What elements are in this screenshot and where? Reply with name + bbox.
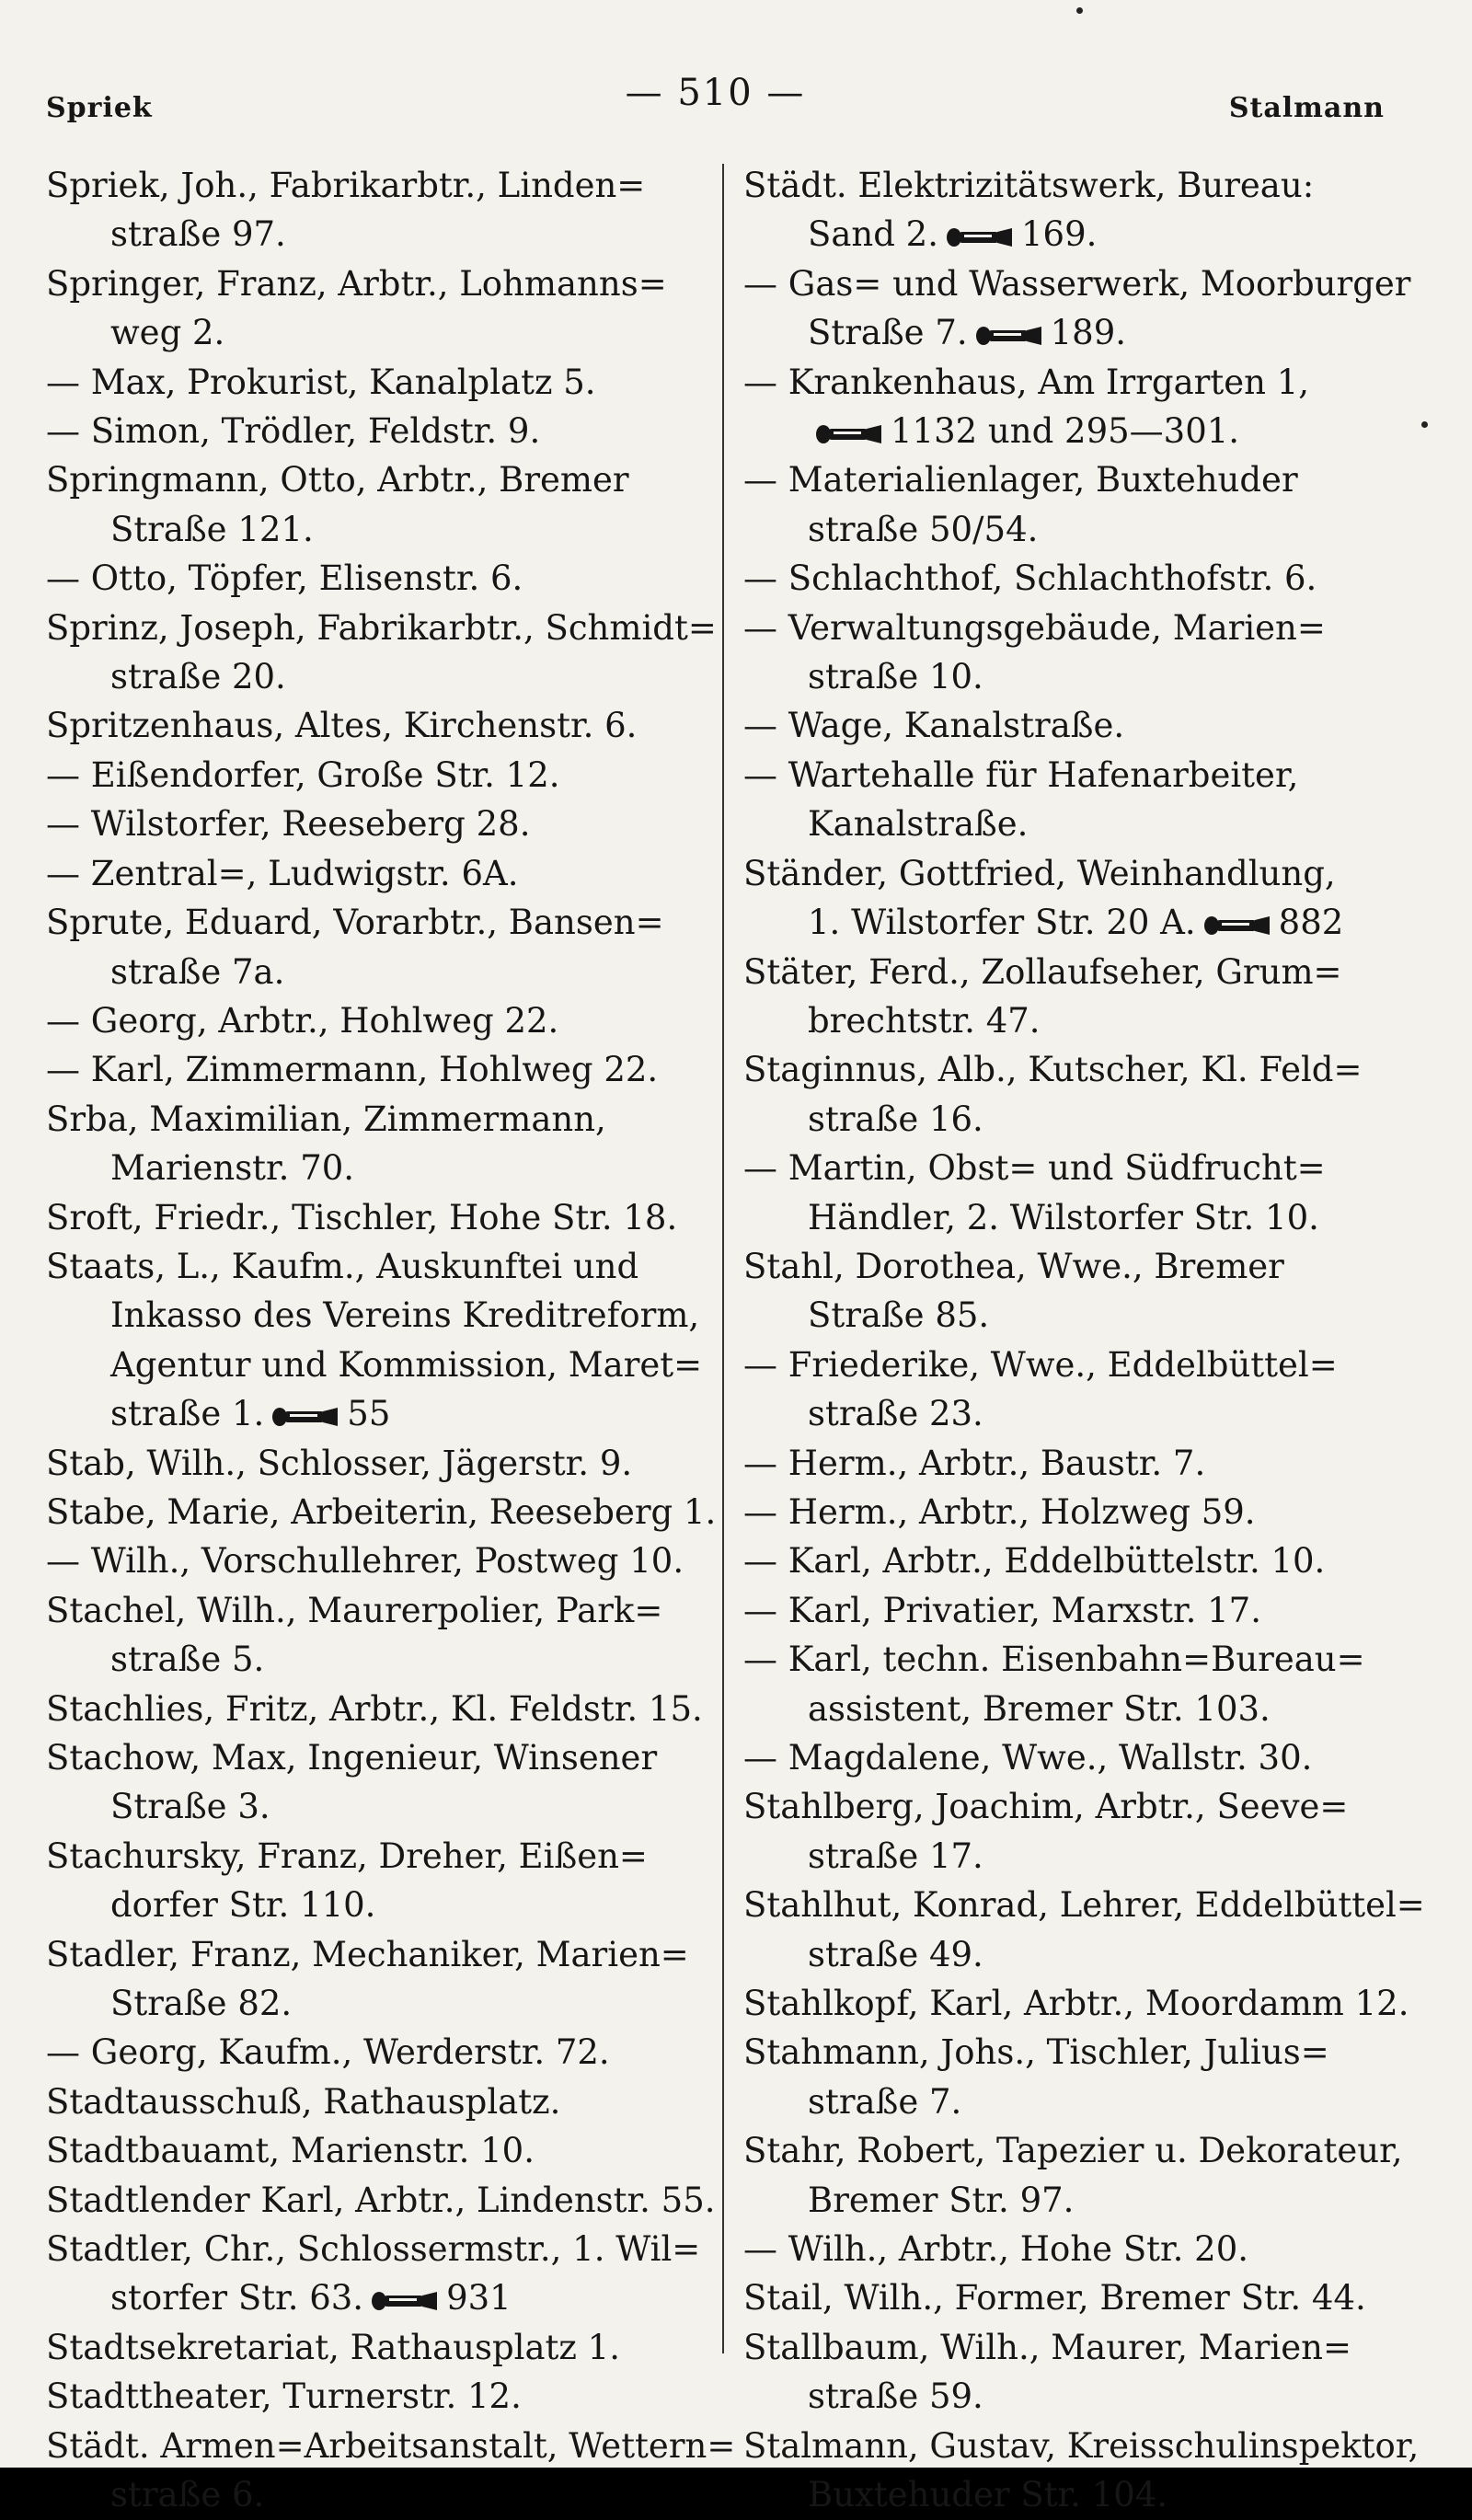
entry-line: straße 20. (110, 657, 286, 697)
directory-entry (46, 1242, 718, 1439)
entry-line: straße 6. (110, 2475, 265, 2515)
entry-line: Straße 85. (808, 1295, 990, 1336)
directory-entry (743, 1536, 1387, 1585)
entry-line: Straße 121. (110, 509, 314, 549)
directory-entry (46, 161, 718, 259)
entry-line: Stachel, Wilh., Maurerpolier, Park= (46, 1590, 663, 1630)
entry-line: — Wilh., Vorschullehrer, Postweg 10. (46, 1541, 684, 1582)
entry-line: dorfer Str. 110. (110, 1885, 376, 1926)
entry-line: Stachow, Max, Ingenieur, Winsener (46, 1738, 658, 1778)
entry-line: — Schlachthof, Schlachthofstr. 6. (743, 558, 1317, 599)
directory-entry (743, 2323, 1387, 2422)
entry-line: Stadtlender Karl, Arbtr., Lindenstr. 55. (46, 2180, 716, 2220)
directory-entry (743, 948, 1387, 1046)
directory-entry (46, 751, 718, 800)
entry-line: Stadtler, Chr., Schlossermstr., 1. Wil= (46, 2229, 701, 2270)
directory-entry (46, 604, 718, 702)
entry-line: 1. Wilstorfer Str. 20 A. (808, 903, 1196, 943)
entry-line: Straße 82. (110, 1984, 293, 2024)
entry-line: straße 1. (110, 1394, 265, 1434)
directory-entry (743, 2422, 1420, 2520)
entry-line: — Wage, Kanalstraße. (743, 706, 1125, 746)
directory-entry (46, 1586, 718, 1685)
entry-line: Agentur und Kommission, Maret= (110, 1344, 703, 1385)
directory-entry (46, 1733, 718, 1832)
entry-line: straße 17. (808, 1835, 983, 1876)
directory-entry (46, 2077, 718, 2126)
directory-entry (743, 358, 1387, 456)
entry-line: Stachursky, Franz, Dreher, Eißen= (46, 1835, 648, 1876)
entry-line: — Zentral=, Ludwigstr. 6A. (46, 853, 519, 893)
entry-line: Stab, Wilh., Schlosser, Jägerstr. 9. (46, 1443, 633, 1483)
print-speck (1076, 7, 1083, 14)
directory-entry (743, 2273, 1387, 2322)
entry-line: Srba, Maximilian, Zimmermann, (46, 1099, 606, 1139)
directory-entry (743, 455, 1387, 554)
entry-line: Spritzenhaus, Altes, Kirchenstr. 6. (46, 706, 638, 746)
phone-number: 189. (1050, 313, 1127, 353)
directory-entry (743, 2028, 1387, 2126)
telephone-icon (271, 1406, 339, 1428)
entry-line: Stachlies, Fritz, Arbtr., Kl. Feldstr. 15. (46, 1688, 703, 1729)
entry-line: — Max, Prokurist, Kanalplatz 5. (46, 362, 596, 402)
entry-line: Stahl, Dorothea, Wwe., Bremer (743, 1246, 1284, 1286)
entry-line: assistent, Bremer Str. 103. (808, 1688, 1271, 1729)
directory-entry (46, 2176, 718, 2225)
entry-line: Händler, 2. Wilstorfer Str. 10. (808, 1197, 1319, 1237)
directory-entry (46, 701, 718, 750)
entry-line: Stadtausschuß, Rathausplatz. (46, 2081, 561, 2122)
entry-line: — Georg, Arbtr., Hohlweg 22. (46, 1000, 559, 1041)
entry-line: straße 49. (808, 1934, 983, 1974)
directory-entry (46, 1439, 718, 1488)
directory-entry (46, 455, 718, 554)
entry-line: Sroft, Friedr., Tischler, Hohe Str. 18. (46, 1197, 678, 1237)
entry-line: — Wilstorfer, Reeseberg 28. (46, 804, 531, 845)
phone-number: 882 (1278, 903, 1344, 943)
directory-entry (743, 161, 1387, 259)
directory-entry (743, 1045, 1387, 1144)
running-head-left: Spriek (46, 92, 153, 124)
entry-line: straße 97. (110, 214, 286, 255)
entry-line: Sprinz, Joseph, Fabrikarbtr., Schmidt= (46, 607, 717, 648)
entry-line: straße 10. (808, 657, 983, 697)
entry-line: storfer Str. 63. (110, 2278, 364, 2319)
directory-entry (743, 849, 1387, 948)
entry-line: Stahlberg, Joachim, Arbtr., Seeve= (743, 1787, 1349, 1827)
directory-entry (46, 554, 718, 603)
entry-line: straße 50/54. (808, 509, 1039, 549)
entry-line: Kanalstraße. (808, 804, 1029, 845)
entry-line: — Herm., Arbtr., Holzweg 59. (743, 1491, 1256, 1532)
directory-entry (46, 259, 718, 358)
directory-entry (46, 1930, 718, 2029)
entry-line: Straße 3. (110, 1787, 270, 1827)
entry-line: — Verwaltungsgebäude, Marien= (743, 607, 1326, 648)
entry-line: Staginnus, Alb., Kutscher, Kl. Feld= (743, 1050, 1363, 1090)
phone-number: 931 (446, 2278, 512, 2319)
entry-line: straße 7. (808, 2081, 962, 2122)
entry-line: Marienstr. 70. (110, 1148, 355, 1189)
directory-entry (743, 1488, 1387, 1536)
print-speck (1421, 421, 1428, 428)
entry-line: — Karl, techn. Eisenbahn=Bureau= (743, 1640, 1365, 1680)
entry-line: Ständer, Gottfried, Weinhandlung, (743, 853, 1336, 893)
directory-entry (46, 849, 718, 898)
right-column (743, 161, 1425, 2520)
directory-entry (46, 1045, 718, 1094)
directory-entry (46, 407, 718, 455)
entry-line: Städt. Elektrizitätswerk, Bureau: (743, 166, 1315, 205)
entry-line: straße 16. (808, 1099, 983, 1139)
entry-line: — Eißendorfer, Große Str. 12. (46, 754, 560, 795)
entry-line: Stahmann, Johs., Tischler, Julius= (743, 2032, 1329, 2073)
entry-line: — Simon, Trödler, Feldstr. 9. (46, 411, 541, 452)
entry-line: — Karl, Zimmermann, Hohlweg 22. (46, 1050, 659, 1090)
phone-number: 1132 und 295—301. (891, 411, 1240, 452)
entry-line: Stail, Wilh., Former, Bremer Str. 44. (743, 2278, 1366, 2319)
entry-line: brechtstr. 47. (808, 1000, 1041, 1041)
entry-line: Buxtehuder Str. 104. (808, 2475, 1168, 2515)
directory-entry (743, 701, 1387, 750)
entry-line: Stalmann, Gustav, Kreisschulinspektor, (743, 2425, 1420, 2466)
entry-line: — Gas= und Wasserwerk, Moorburger (743, 263, 1411, 304)
page-number: — 510 — (625, 72, 806, 114)
entry-line: Staats, L., Kaufm., Auskunftei und (46, 1246, 639, 1286)
entry-line: Springer, Franz, Arbtr., Lohmanns= (46, 263, 667, 304)
entry-line: — Otto, Töpfer, Elisenstr. 6. (46, 558, 523, 599)
entry-line: straße 59. (808, 2376, 983, 2417)
directory-entry (46, 2225, 718, 2323)
directory-entry (743, 1341, 1387, 1439)
entry-line: — Wilh., Arbtr., Hohe Str. 20. (743, 2229, 1249, 2270)
directory-entry (46, 996, 718, 1045)
entry-line: — Georg, Kaufm., Werderstr. 72. (46, 2032, 610, 2073)
telephone-icon (815, 423, 883, 445)
left-column (46, 161, 736, 2520)
directory-entry (743, 1144, 1387, 1242)
entry-line: Sprute, Eduard, Vorarbtr., Bansen= (46, 903, 664, 943)
directory-entry (743, 604, 1387, 702)
directory-entry (46, 2372, 718, 2421)
directory-entry (46, 1095, 718, 1193)
directory-entry (46, 2028, 718, 2077)
entry-line: — Wartehalle für Hafenarbeiter, (743, 754, 1299, 795)
entry-line: Stahr, Robert, Tapezier u. Dekorateur, (743, 2131, 1403, 2171)
entry-line: Stahlkopf, Karl, Arbtr., Moordamm 12. (743, 1984, 1409, 2024)
directory-entry (743, 751, 1387, 849)
entry-line: — Friederike, Wwe., Eddelbüttel= (743, 1344, 1338, 1385)
entry-line: Stäter, Ferd., Zollaufseher, Grum= (743, 951, 1342, 992)
entry-line: Städt. Armen=Arbeitsanstalt, Wettern= (46, 2425, 736, 2466)
directory-entry (743, 1439, 1387, 1488)
directory-entry (743, 1979, 1409, 2028)
entry-line: — Magdalene, Wwe., Wallstr. 30. (743, 1738, 1313, 1778)
entry-line: Stadtsekretariat, Rathausplatz 1. (46, 2327, 620, 2367)
entry-line: Stadtbauamt, Marienstr. 10. (46, 2131, 535, 2171)
entry-line: — Karl, Arbtr., Eddelbüttelstr. 10. (743, 1541, 1326, 1582)
telephone-icon (946, 226, 1014, 248)
directory-entry (46, 1488, 718, 1536)
directory-entry (743, 554, 1387, 603)
entry-line: — Materialienlager, Buxtehuder (743, 460, 1298, 501)
entry-line: Stadttheater, Turnerstr. 12. (46, 2376, 522, 2417)
entry-line: Stabe, Marie, Arbeiterin, Reeseberg 1. (46, 1491, 717, 1532)
entry-line: Straße 7. (808, 313, 968, 353)
directory-entry (743, 1586, 1387, 1635)
entry-line: Stallbaum, Wilh., Maurer, Marien= (743, 2327, 1351, 2367)
directory-entry (46, 2323, 718, 2372)
directory-entry (743, 1881, 1425, 1979)
directory-entry (46, 2422, 736, 2520)
directory-entry (743, 1242, 1387, 1341)
entry-line: — Herm., Arbtr., Baustr. 7. (743, 1443, 1206, 1483)
directory-entry (743, 2225, 1387, 2273)
column-divider (722, 164, 724, 2353)
entry-line: straße 7a. (110, 951, 285, 992)
telephone-icon (371, 2290, 439, 2312)
entry-line: Sand 2. (808, 214, 938, 255)
phone-number: 169. (1020, 214, 1098, 255)
entry-line: straße 5. (110, 1640, 265, 1680)
running-head-right: Stalmann (1228, 92, 1385, 124)
entry-line: straße 23. (808, 1394, 983, 1434)
entry-line: Bremer Str. 97. (808, 2180, 1075, 2220)
phone-number: 55 (347, 1394, 391, 1434)
directory-entry (743, 1733, 1387, 1782)
entry-line: — Krankenhaus, Am Irrgarten 1, (743, 362, 1309, 402)
entry-line: — Karl, Privatier, Marxstr. 17. (743, 1590, 1261, 1630)
directory-entry (46, 358, 718, 407)
telephone-icon (1203, 915, 1271, 937)
entry-line: — Martin, Obst= und Südfrucht= (743, 1148, 1326, 1189)
directory-entry (46, 1193, 718, 1242)
entry-line: Inkasso des Vereins Kreditreform, (110, 1295, 700, 1336)
page-header (46, 72, 1385, 127)
entry-line: Stahlhut, Konrad, Lehrer, Eddelbüttel= (743, 1885, 1425, 1926)
entry-line: Springmann, Otto, Arbtr., Bremer (46, 460, 629, 501)
entry-line: Stadler, Franz, Mechaniker, Marien= (46, 1934, 689, 1974)
directory-entry (46, 2126, 718, 2175)
directory-entry (46, 898, 718, 996)
directory-entry (46, 800, 718, 848)
entry-line: Spriek, Joh., Fabrikarbtr., Linden= (46, 166, 646, 205)
directory-entry (743, 1782, 1387, 1881)
directory-entry (743, 259, 1411, 358)
directory-entry (743, 2126, 1403, 2225)
directory-entry (46, 1536, 718, 1585)
directory-entry (46, 1832, 718, 1930)
directory-entry (743, 1635, 1387, 1733)
telephone-icon (975, 325, 1043, 347)
entry-line: weg 2. (110, 313, 225, 353)
directory-entry (46, 1685, 718, 1733)
